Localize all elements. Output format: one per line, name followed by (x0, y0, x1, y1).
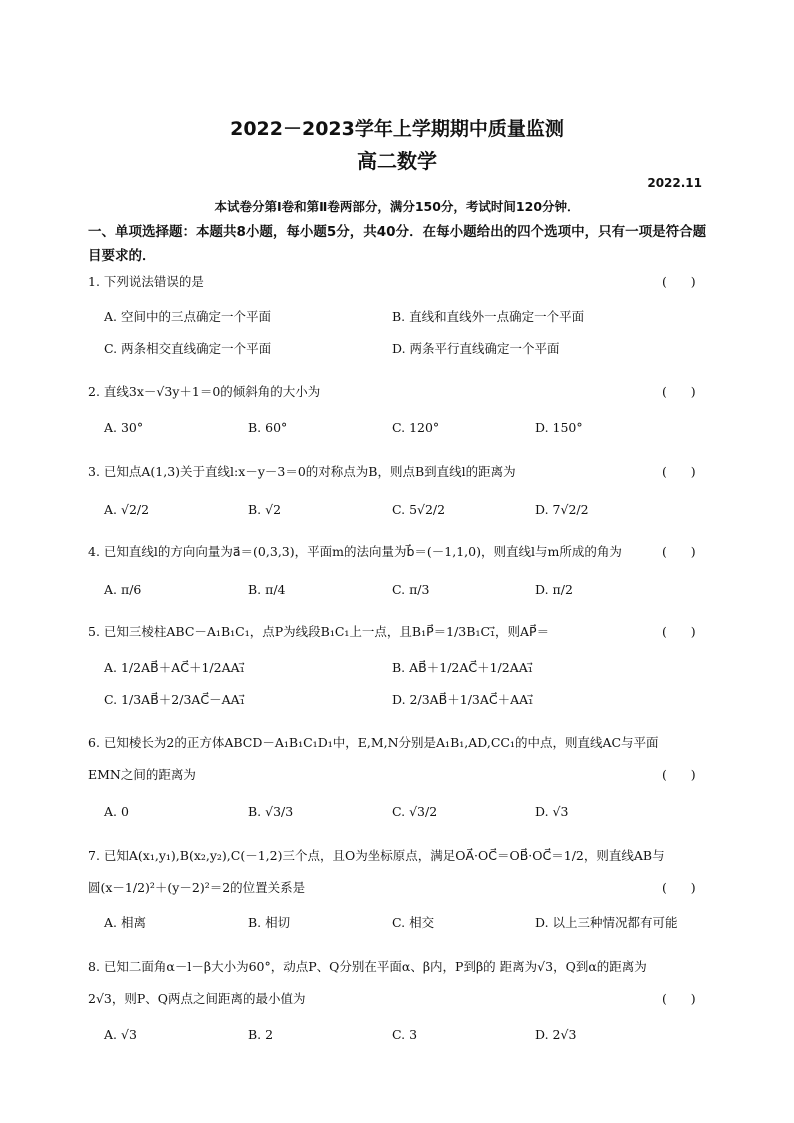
question-6-option-b: B. √3/3 (248, 804, 294, 819)
question-2-option-d: D. 150° (535, 420, 583, 435)
question-2-option-b: B. 60° (248, 420, 288, 435)
question-2-stem: 2. 直线3x－√3y＋1＝0的倾斜角的大小为 (88, 384, 321, 399)
question-4-stem: 4. 已知直线l的方向向量为a⃗＝(0,3,3)，平面m的法向量为b⃗＝(－1,1,0)，则直线l与m所成的角为 (88, 544, 622, 559)
question-5-stem: 5. 已知三棱柱ABC－A₁B₁C₁，点P为线段B₁C₁上一点，且B₁P⃗＝1/3B₁C₁⃗，则AP⃗＝ (88, 624, 550, 639)
question-8-option-c: C. 3 (392, 1027, 418, 1042)
question-3-option-b: B. √2 (248, 502, 282, 517)
question-4-option-c: C. π/3 (392, 582, 430, 597)
answer-paren: ( ) (662, 384, 696, 399)
answer-paren: ( ) (662, 767, 696, 782)
question-3-stem: 3. 已知点A(1,3)关于直线l:x－y－3＝0的对称点为B，则点B到直线l的距离为 (88, 464, 516, 479)
question-7-stem-continued: 圆(x－1/2)²＋(y－2)²＝2的位置关系是 (88, 880, 306, 895)
exam-title: 2022－2023学年上学期期中质量监测 (230, 118, 564, 140)
question-6-option-a: A. 0 (104, 804, 129, 819)
question-7-option-b: B. 相切 (248, 915, 291, 930)
question-5-option-c: C. 1/3AB⃗＋2/3AC⃗－AA₁⃗ (104, 692, 245, 707)
question-5-option-a: A. 1/2AB⃗＋AC⃗＋1/2AA₁⃗ (104, 660, 245, 675)
question-7-stem: 7. 已知A(x₁,y₁),B(x₂,y₂),C(－1,2)三个点，且O为坐标原点，满足OA⃗·OC⃗＝OB⃗·OC⃗＝1/2，则直线AB与 (88, 848, 665, 863)
question-7-option-d: D. 以上三种情况都有可能 (535, 915, 678, 930)
question-4-option-d: D. π/2 (535, 582, 573, 597)
question-1-option-d: D. 两条平行直线确定一个平面 (392, 341, 560, 356)
question-1-option-c: C. 两条相交直线确定一个平面 (104, 341, 272, 356)
answer-paren: ( ) (662, 624, 696, 639)
question-3-option-a: A. √2/2 (104, 502, 150, 517)
question-3-option-d: D. 7√2/2 (535, 502, 589, 517)
question-7-option-c: C. 相交 (392, 915, 435, 930)
question-2-option-a: A. 30° (104, 420, 144, 435)
exam-intro: 本试卷分第Ⅰ卷和第Ⅱ卷两部分，满分150分，考试时间120分钟． (214, 199, 580, 214)
question-1-option-a: A. 空间中的三点确定一个平面 (104, 309, 271, 324)
exam-date: 2022.11 (647, 176, 702, 190)
question-1-option-b: B. 直线和直线外一点确定一个平面 (392, 309, 585, 324)
question-3-option-c: C. 5√2/2 (392, 502, 446, 517)
question-1-stem: 1. 下列说法错误的是 (88, 274, 204, 289)
question-6-option-c: C. √3/2 (392, 804, 438, 819)
question-2-option-c: C. 120° (392, 420, 440, 435)
question-5-option-d: D. 2/3AB⃗＋1/3AC⃗＋AA₁⃗ (392, 692, 534, 707)
exam-subject: 高二数学 (357, 149, 437, 173)
question-8-stem-continued: 2√3，则P、Q两点之间距离的最小值为 (88, 991, 306, 1006)
question-8-stem: 8. 已知二面角α－l－β大小为60°，动点P、Q分别在平面α、β内，P到β的 距离为√3，Q到α的距离为 (88, 959, 647, 974)
question-4-option-b: B. π/4 (248, 582, 286, 597)
question-8-option-d: D. 2√3 (535, 1027, 577, 1042)
question-6-stem-continued: EMN之间的距离为 (88, 767, 196, 782)
answer-paren: ( ) (662, 464, 696, 479)
question-8-option-b: B. 2 (248, 1027, 274, 1042)
section-heading: 一、单项选择题：本题共8小题，每小题5分，共40分．在每小题给出的四个选项中，只有一项是符合题目要求的． (88, 224, 707, 264)
question-7-option-a: A. 相离 (104, 915, 146, 930)
question-5-option-b: B. AB⃗＋1/2AC⃗＋1/2AA₁⃗ (392, 660, 533, 675)
question-8-option-a: A. √3 (104, 1027, 137, 1042)
question-6-option-d: D. √3 (535, 804, 569, 819)
question-4-option-a: A. π/6 (104, 582, 142, 597)
question-6-stem: 6. 已知棱长为2的正方体ABCD－A₁B₁C₁D₁中，E,M,N分别是A₁B₁,AD,CC₁的中点，则直线AC与平面 (88, 735, 659, 750)
answer-paren: ( ) (662, 274, 696, 289)
answer-paren: ( ) (662, 991, 696, 1006)
answer-paren: ( ) (662, 544, 696, 559)
answer-paren: ( ) (662, 880, 696, 895)
